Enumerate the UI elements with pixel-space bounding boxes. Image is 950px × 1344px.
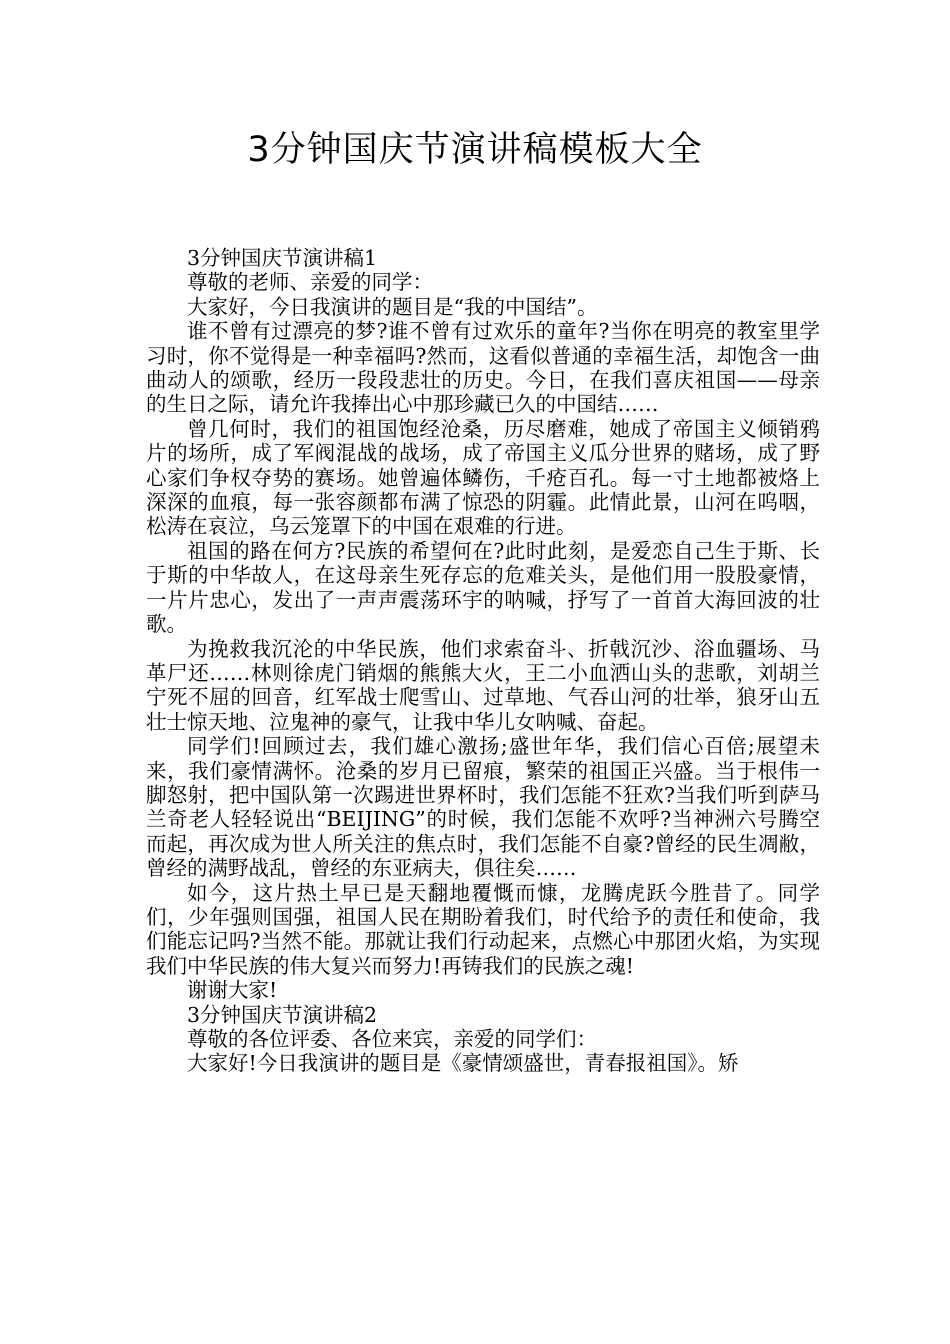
speech-1-closing: 谢谢大家! bbox=[187, 978, 278, 1003]
speech-1-paragraph: 祖国的路在何方?民族的希望何在?此时此刻，是爱恋自己生于斯、长于斯的中华故人，在这母亲生死存忘的危难关头，是他们用一股股豪情，一片片忠心，发出了一声声震荡环宇的呐喊，抒写了一首首大海回波的壮歌。 bbox=[146, 538, 820, 637]
document-title: 3分钟国庆节演讲稿模板大全 bbox=[247, 130, 703, 170]
speech-1-paragraph: 如今，这片热土早已是天翻地覆慨而慷，龙腾虎跃今胜昔了。同学们，少年强则国强，祖国人民在期盼着我们，时代给予的责任和使命，我们能忘记吗?当然不能。那就让我们行动起来，点燃心中那团火焰，为实现我们中华民族的伟大复兴而努力!再铸我们的民族之魂! bbox=[146, 880, 820, 978]
speech-2-heading: 3分钟国庆节演讲稿2 bbox=[187, 1002, 378, 1027]
speech-2-greeting: 大家好!今日我演讲的题目是《豪情颂盛世，青春报祖国》。矫 bbox=[187, 1051, 739, 1076]
speech-1-paragraph: 曾几何时，我们的祖国饱经沧桑，历尽磨难，她成了帝国主义倾销鸦片的场所，成了军阀混战的战场，成了帝国主义瓜分世界的赌场，成了野心家们争权夺势的赛场。她曾遍体鳞伤，千疮百孔。每一寸土地都被烙上深深的血痕，每一张容颜都布满了惊恐的阴霾。此情此景，山河在呜咽，松涛在哀泣，乌云笼罩下的中国在艰难的行进。 bbox=[146, 416, 820, 539]
speech-1-salutation: 尊敬的老师、亲爱的同学： bbox=[187, 270, 433, 295]
speech-1-greeting: 大家好，今日我演讲的题目是“我的中国结”。 bbox=[187, 294, 598, 319]
document-body bbox=[146, 246, 820, 1076]
speech-2-salutation: 尊敬的各位评委、各位来宾，亲爱的同学们： bbox=[187, 1027, 597, 1051]
speech-1-paragraph: 为挽救我沉沦的中华民族，他们求索奋斗、折戟沉沙、浴血疆场、马革尸还……林则徐虎门销烟的熊熊大火，王二小血洒山头的悲歌，刘胡兰宁死不屈的回音，红军战士爬雪山、过草地、气吞山河的壮举，狼牙山五壮士惊天地、泣鬼神的豪气，让我中华儿女呐喊、奋起。 bbox=[146, 636, 820, 734]
speech-1-paragraph: 同学们!回顾过去，我们雄心激扬;盛世年华，我们信心百倍;展望未来，我们豪情满怀。沧桑的岁月已留痕，繁荣的祖国正兴盛。当于根伟一脚怒射，把中国队第一次踢进世界杯时，我们怎能不狂欢?当我们听到萨马兰奇老人轻轻说出“BEIJING”的时候，我们怎能不欢呼?当神洲六号腾空而起，再次成为世人所关注的焦点时，我们怎能不自豪?曾经的民生凋敝，曾经的满野战乱，曾经的东亚病夫，俱往矣…… bbox=[146, 734, 820, 881]
speech-1-heading: 3分钟国庆节演讲稿1 bbox=[187, 246, 378, 270]
speech-1-paragraph: 谁不曾有过漂亮的梦?谁不曾有过欢乐的童年?当你在明亮的教室里学习时，你不觉得是一种幸福吗?然而，这看似普通的幸福生活，却饱含一曲曲动人的颂歌，经历一段段悲壮的历史。今日，在我们喜庆祖国——母亲的生日之际，请允许我捧出心中那珍藏已久的中国结…… bbox=[146, 319, 820, 417]
